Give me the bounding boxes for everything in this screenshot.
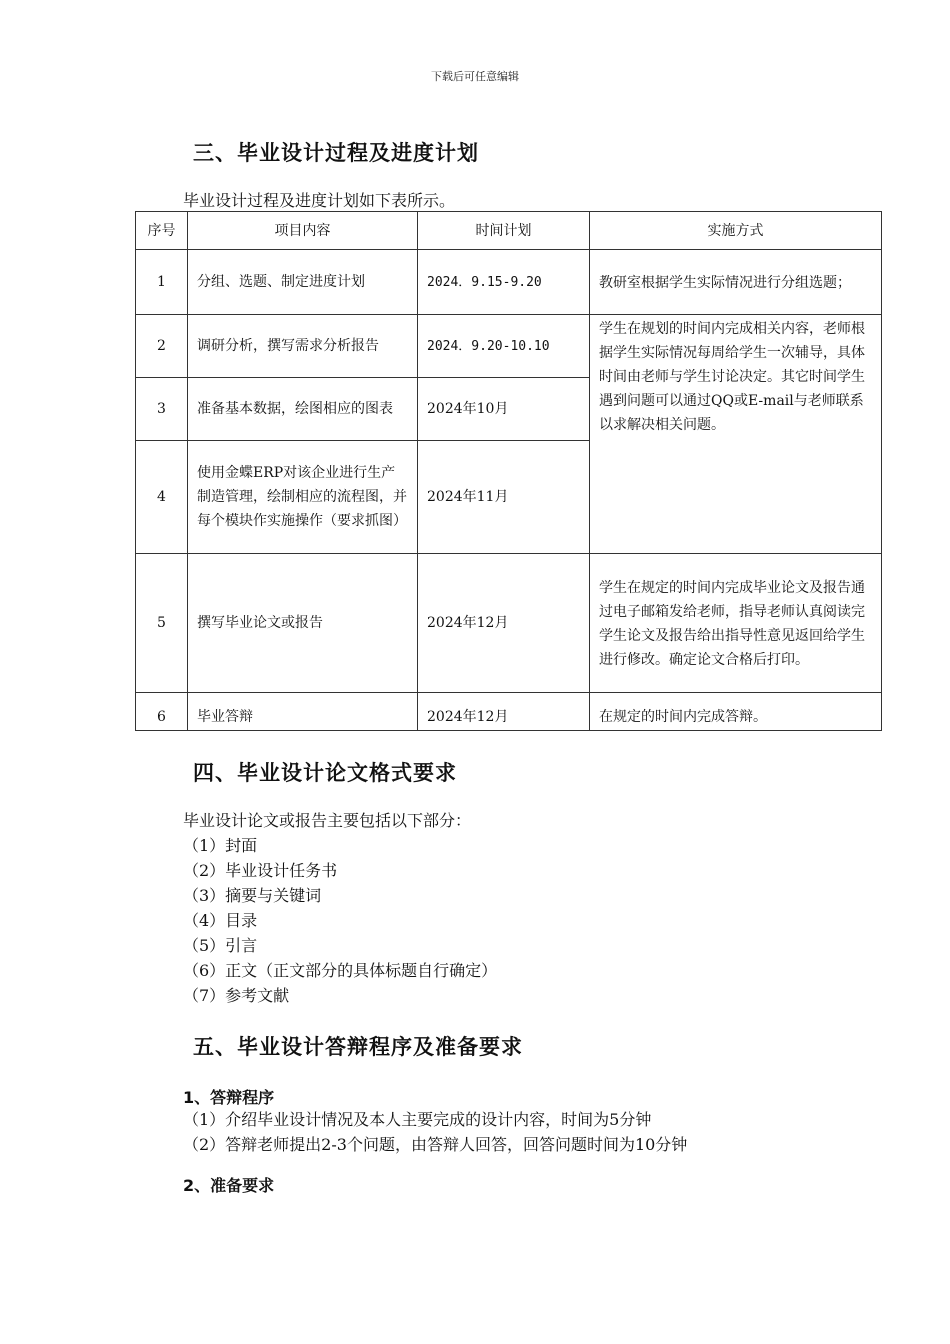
row-time: 2024年10月 [418,378,590,441]
header-method: 实施方式 [590,212,882,250]
row-content: 使用金蝶ERP对该企业进行生产制造管理，绘制相应的流程图，并每个模块作实施操作（要求抓图） [188,441,418,554]
table-row [136,315,882,378]
row-time: 2024年11月 [418,441,590,554]
row-no: 2 [136,315,188,378]
section5-sub2-title: 2、准备要求 [183,1176,275,1195]
header-note: 下载后可任意编辑 [431,70,519,83]
row-content: 毕业答辩 [188,693,418,731]
row-content: 分组、选题、制定进度计划 [188,250,418,315]
row-time: 2024年12月 [418,554,590,693]
header-no: 序号 [136,212,188,250]
section5-sub1-title: 1、答辩程序 [183,1088,275,1107]
row-method-merged: 学生在规划的时间内完成相关内容，老师根据学生实际情况每周给学生一次辅导，具体时间由老师与学生讨论决定。其它时间学生遇到问题可以通过QQ或E-mail与老师联系以求解决相关问题。 [590,315,882,554]
row-content: 准备基本数据，绘图相应的图表 [188,378,418,441]
row-method: 教研室根据学生实际情况进行分组选题； [590,250,882,315]
table-header-row [136,212,882,250]
list-item: （6）正文（正文部分的具体标题自行确定） [183,961,498,980]
row-content: 调研分析，撰写需求分析报告 [188,315,418,378]
row-time: 2024．9.15-9.20 [418,250,590,315]
section3-title: 三、毕业设计过程及进度计划 [193,141,479,165]
row-no: 6 [136,693,188,731]
row-content: 撰写毕业论文或报告 [188,554,418,693]
section4-intro: 毕业设计论文或报告主要包括以下部分： [183,811,472,830]
row-time: 2024．9.20-10.10 [418,315,590,378]
list-item: （2）答辩老师提出2-3个问题，由答辩人回答，回答问题时间为10分钟 [183,1135,688,1154]
row-method: 在规定的时间内完成答辩。 [590,693,882,731]
section5-title: 五、毕业设计答辩程序及准备要求 [193,1035,523,1059]
table-row [136,554,882,693]
row-method: 学生在规定的时间内完成毕业论文及报告通过电子邮箱发给老师，指导老师认真阅读完学生论文及报告给出指导性意见返回给学生进行修改。确定论文合格后打印。 [590,554,882,693]
section4-list [183,833,497,1008]
table-row [136,693,882,731]
row-time: 2024年12月 [418,693,590,731]
section3-intro: 毕业设计过程及进度计划如下表所示。 [183,191,456,210]
section5-sub1-list [183,1107,687,1157]
header-content: 项目内容 [188,212,418,250]
row-no: 1 [136,250,188,315]
schedule-table [135,211,882,731]
list-item: （4）目录 [183,911,258,930]
table-row [136,250,882,315]
header-time: 时间计划 [418,212,590,250]
section4-title: 四、毕业设计论文格式要求 [193,761,457,785]
list-item: （2）毕业设计任务书 [183,861,338,880]
list-item: （7）参考文献 [183,986,290,1005]
row-no: 5 [136,554,188,693]
list-item: （1）介绍毕业设计情况及本人主要完成的设计内容，时间为5分钟 [183,1110,652,1129]
row-no: 4 [136,441,188,554]
list-item: （3）摘要与关键词 [183,886,322,905]
list-item: （1）封面 [183,836,258,855]
list-item: （5）引言 [183,936,258,955]
row-no: 3 [136,378,188,441]
